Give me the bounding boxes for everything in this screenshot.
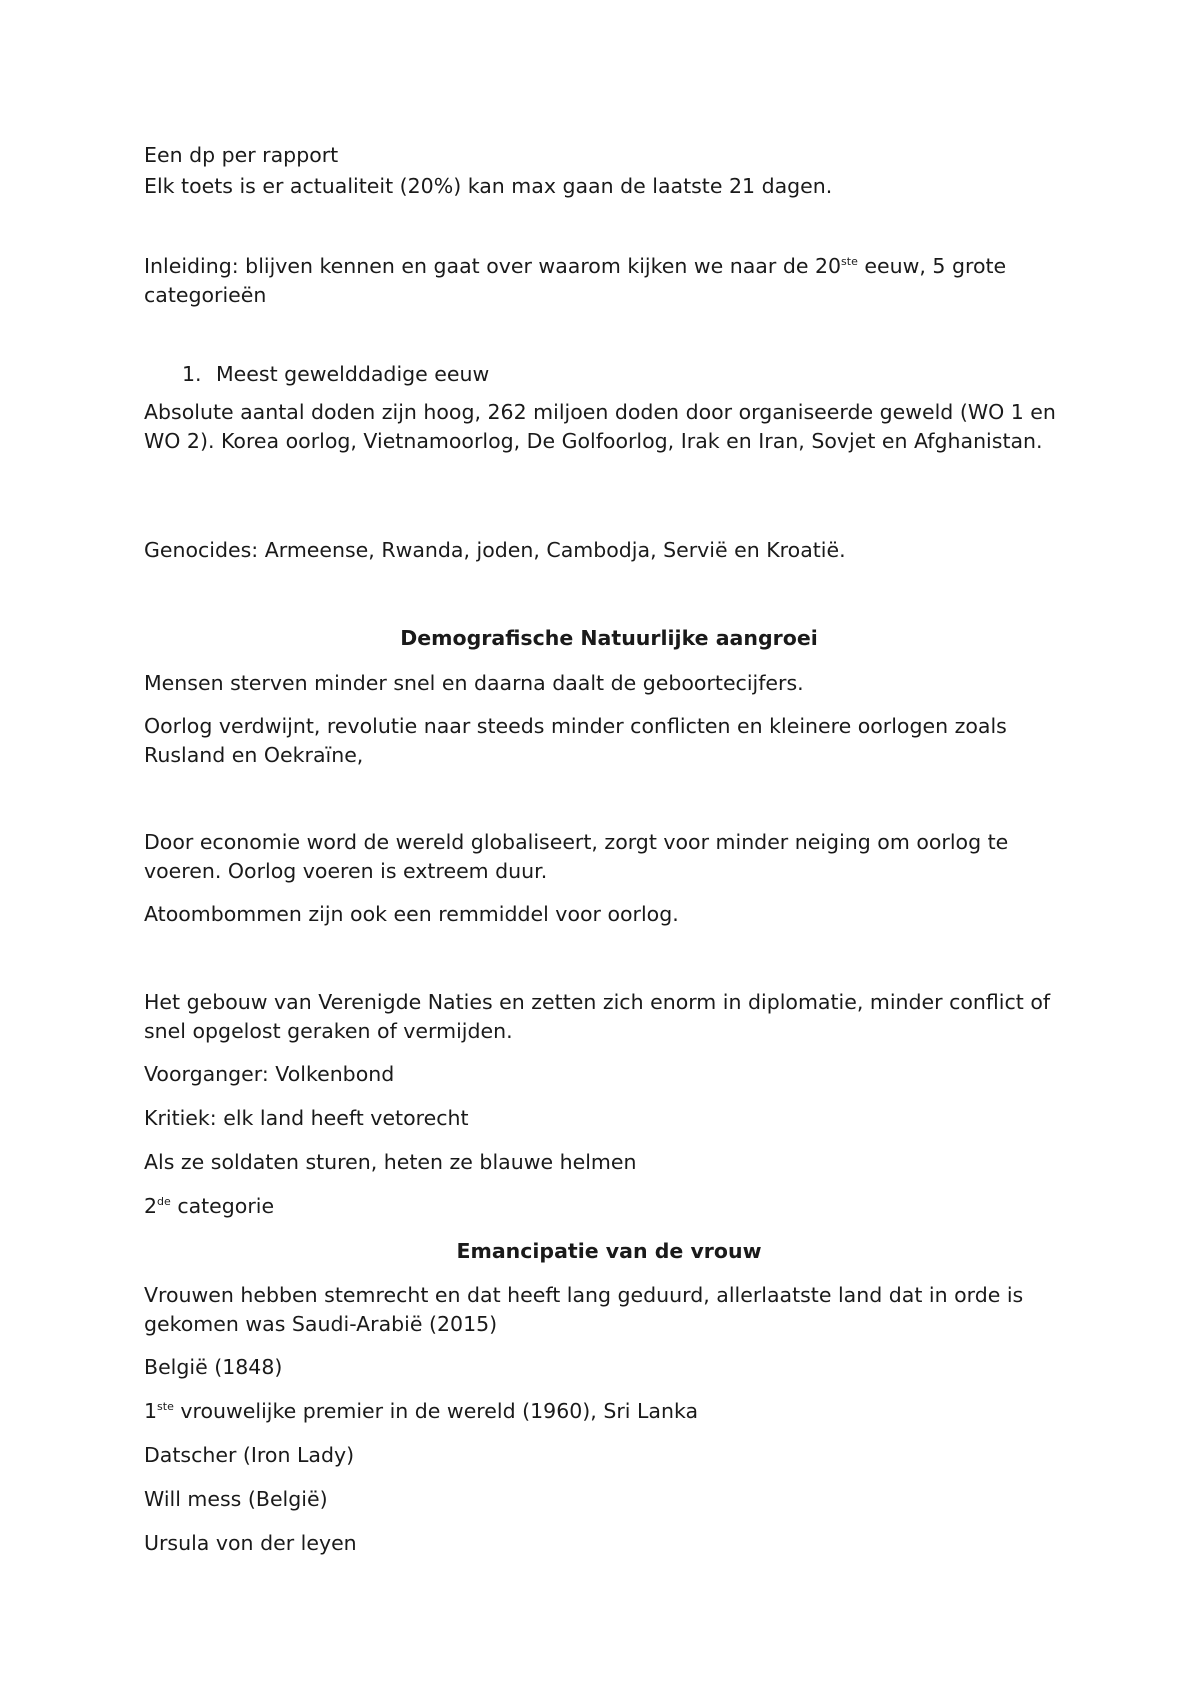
paragraph-criticism: Kritiek: elk land heeft vetorecht bbox=[144, 1106, 469, 1130]
list-item-number: 1. bbox=[182, 362, 202, 386]
inleiding-text-end: eeuw, 5 grote categorieën bbox=[144, 254, 1007, 307]
paragraph-economy: Door economie word de wereld globaliseert, zorgt voor minder neiging om oorlog te voeren. Oorlog voeren is extreem duur. bbox=[144, 830, 1009, 883]
inleiding-superscript: ste bbox=[841, 255, 858, 269]
paragraph-first-premier bbox=[144, 1397, 1074, 1426]
paragraph-thatcher: Datscher (Iron Lady) bbox=[144, 1443, 355, 1467]
paragraph-soldiers: Als ze soldaten sturen, heten ze blauwe helmen bbox=[144, 1150, 637, 1174]
first-text: vrouwelijke premier in de wereld (1960), Sri Lanka bbox=[173, 1399, 699, 1423]
paragraph-women-vote: Vrouwen hebben stemrecht en dat heeft lang geduurd, allerlaatste land dat in orde is gekomen was Saudi-Arabië (2015) bbox=[144, 1283, 1024, 1336]
inleiding-text: Inleiding: blijven kennen en gaat over waarom kijken we naar de 20 bbox=[144, 254, 842, 278]
paragraph-belgium: België (1848) bbox=[144, 1355, 283, 1379]
paragraph-ursula: Ursula von der leyen bbox=[144, 1531, 357, 1555]
paragraph-second-category bbox=[144, 1192, 1074, 1221]
heading-emancipation: Emancipatie van de vrouw bbox=[456, 1239, 762, 1263]
paragraph-actualiteit: Elk toets is er actualiteit (20%) kan max gaan de laatste 21 dagen. bbox=[144, 174, 833, 198]
paragraph-un-building: Het gebouw van Verenigde Naties en zetten zich enorm in diplomatie, minder conflict of snel opgelost geraken of vermijden. bbox=[144, 990, 1051, 1043]
paragraph-genocides: Genocides: Armeense, Rwanda, joden, Cambodja, Servië en Kroatië. bbox=[144, 538, 846, 562]
paragraph-will-mess: Will mess (België) bbox=[144, 1487, 328, 1511]
paragraph-people-die: Mensen sterven minder snel en daarna daalt de geboortecijfers. bbox=[144, 671, 804, 695]
list-item bbox=[182, 360, 1072, 389]
paragraph-absolute-deaths: Absolute aantal doden zijn hoog, 262 miljoen doden door organiseerde geweld (WO 1 en WO 2). Korea oorlog, Vietnamoorlog, De Golfoorlog, Irak en Iran, Sovjet en Afghanistan. bbox=[144, 400, 1056, 453]
second-superscript: de bbox=[157, 1195, 171, 1209]
paragraph-atom-bombs: Atoombommen zijn ook een remmiddel voor oorlog. bbox=[144, 902, 679, 926]
second-number: 2 bbox=[144, 1194, 158, 1218]
first-number: 1 bbox=[144, 1399, 158, 1423]
paragraph-predecessor: Voorganger: Volkenbond bbox=[144, 1062, 395, 1086]
paragraph-war-disappears: Oorlog verdwijnt, revolutie naar steeds minder conflicten en kleinere oorlogen zoals Rusland en Oekraïne, bbox=[144, 714, 1007, 767]
second-text: categorie bbox=[170, 1194, 275, 1218]
paragraph-one-dp: Een dp per rapport bbox=[144, 143, 339, 167]
paragraph-inleiding bbox=[144, 252, 1074, 309]
list-item-text: Meest gewelddadige eeuw bbox=[216, 362, 490, 386]
heading-demographic: Demografische Natuurlijke aangroei bbox=[400, 626, 818, 650]
first-superscript: ste bbox=[157, 1400, 174, 1414]
